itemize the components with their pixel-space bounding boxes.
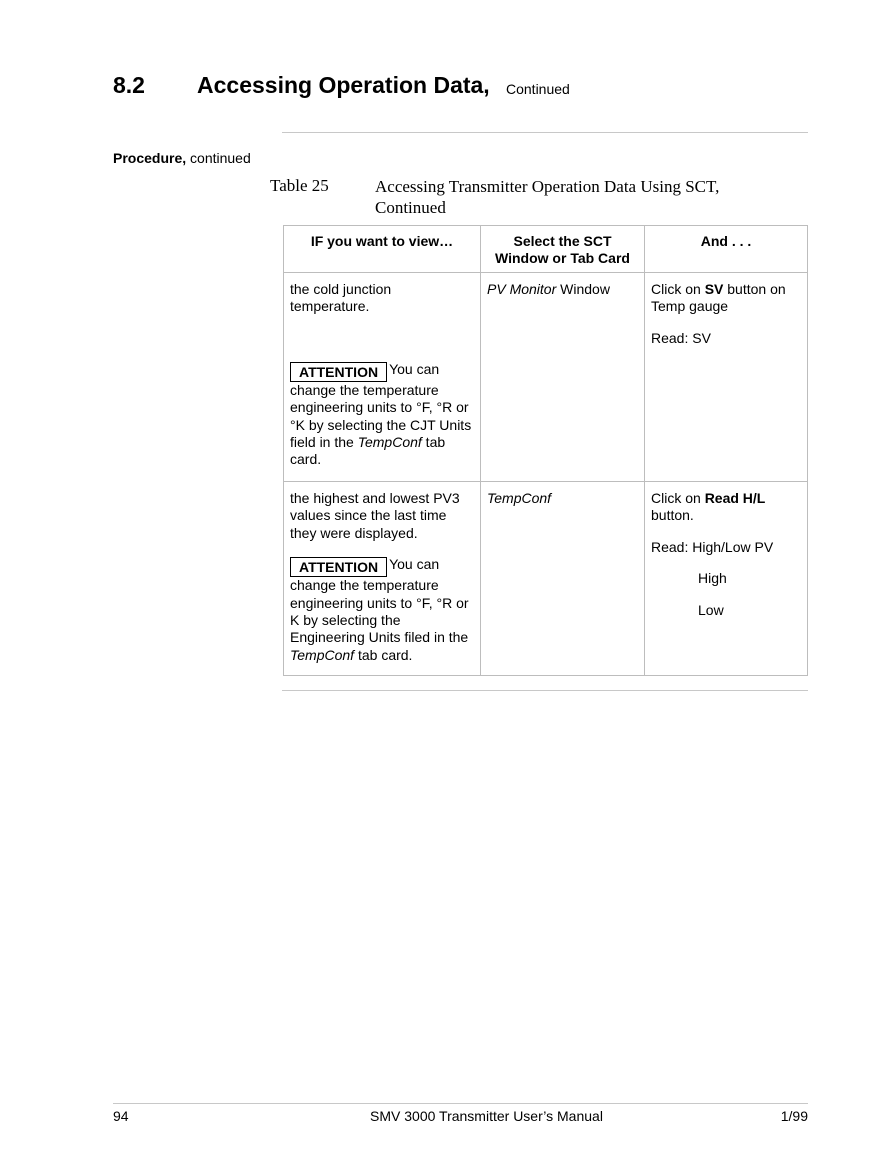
row2-low: Low: [698, 601, 724, 618]
table-header-view: IF you want to view…: [283, 225, 481, 273]
row1-note-italic: TempConf: [357, 434, 422, 451]
table-header-and: And . . .: [644, 225, 808, 273]
section-title: Accessing Operation Data,: [197, 72, 490, 98]
footer-divider: [113, 1103, 808, 1104]
row1-read: Read: SV: [651, 329, 711, 346]
row1-view-text: the cold junction temperature.: [290, 281, 392, 315]
row2-action-bold: Read H/L: [704, 490, 766, 506]
row2-view-cell: [283, 481, 481, 676]
top-divider: [282, 132, 808, 133]
table-number: Table 25: [270, 176, 329, 195]
row1-note-end: tab card.: [290, 434, 446, 468]
row2-window-italic: TempConf: [487, 490, 552, 506]
bottom-divider: [282, 690, 808, 691]
row1-action-end: button on Temp gauge: [651, 281, 786, 315]
row2-note-end: tab card.: [354, 646, 413, 663]
row1-view-cell: [283, 272, 481, 482]
row2-action-start: Click on: [651, 490, 705, 506]
row1-window-rest: Window: [556, 281, 610, 297]
section-continued: Continued: [506, 81, 570, 97]
section-number: 8.2: [113, 72, 145, 98]
row1-window-italic: PV Monitor: [487, 281, 557, 297]
row2-action-end: button.: [651, 507, 694, 524]
procedure-bold: Procedure,: [113, 150, 187, 166]
footer-date: 1/99: [780, 1108, 808, 1124]
row1-action-bold: SV: [704, 281, 724, 297]
row2-note-text: You can change the temperature engineering units to °F, °R or K by selecting the Engineering Units filed in the: [290, 556, 469, 646]
procedure-label: [113, 150, 251, 166]
row2-view-text: the highest and lowest PV3 values since the last time they were displayed.: [290, 490, 460, 541]
row1-action-cell: [644, 272, 808, 482]
row2-read: Read: High/Low PV: [651, 538, 774, 555]
attention-badge: ATTENTION: [290, 362, 387, 382]
row2-high: High: [698, 570, 727, 587]
row2-note-italic: TempConf: [290, 646, 355, 663]
table-header-window: Select the SCT Window or Tab Card: [480, 225, 645, 273]
footer-manual-title: SMV 3000 Transmitter User’s Manual: [370, 1108, 603, 1124]
row1-note-text: You can change the temperature engineering units to °F, °R or °K by selecting the CJT Units field in the: [290, 360, 472, 451]
procedure-continued: continued: [190, 150, 251, 166]
table-title: Accessing Transmitter Operation Data Using SCT, Continued: [375, 177, 720, 217]
attention-badge: ATTENTION: [290, 557, 387, 577]
row2-note: [290, 556, 474, 664]
row1-window-cell: [480, 272, 645, 482]
footer-page-number: 94: [113, 1108, 129, 1124]
row2-window-cell: [480, 481, 645, 676]
row1-note: [290, 361, 474, 469]
row1-action-start: Click on: [651, 281, 705, 297]
row2-action-cell: [644, 481, 808, 676]
